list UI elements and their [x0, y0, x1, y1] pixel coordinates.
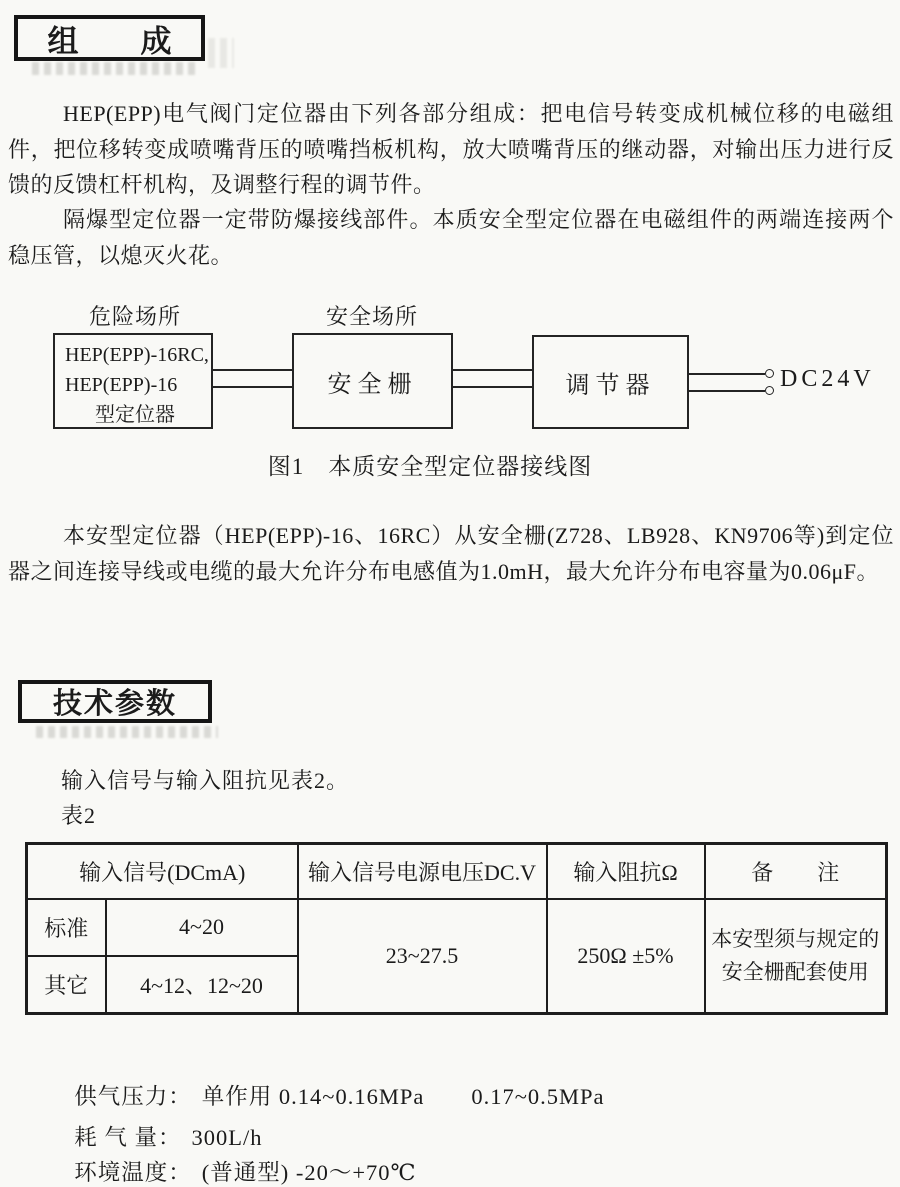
cell-type-other: 其它 [27, 956, 106, 1014]
connection-rail-right [453, 369, 532, 388]
zone-label-safe-area: 安全场所 [326, 304, 419, 329]
table-number-label: 表2 [61, 803, 97, 828]
positioner-model-line1: HEP(EPP)-16RC, [65, 344, 209, 366]
header-supply-voltage: 输入信号电源电压DC.V [298, 844, 547, 899]
diagram-box-safety-barrier: 安全栅 [292, 333, 453, 429]
section-title-composition [14, 15, 205, 61]
power-wire-top [689, 373, 765, 375]
positioner-model-line3: 型定位器 [95, 404, 175, 426]
diagram-box-regulator: 调节器 [532, 335, 689, 429]
scan-smudge [32, 62, 200, 75]
connection-rail-left [213, 369, 292, 388]
section-title-parameters-text: 技术参数 [52, 688, 177, 720]
spec-label: 耗 气 量： [74, 1125, 182, 1150]
table-intro-text: 输入信号与输入阻抗见表2。 [61, 768, 350, 793]
input-signal-table [25, 842, 888, 1015]
header-input-signal: 输入信号(DCmA) [27, 844, 298, 899]
scan-smudge [36, 726, 218, 738]
cell-range-other: 4~12、12~20 [106, 956, 298, 1014]
spec-label: 环境温度： [74, 1160, 192, 1185]
section-title-composition-text: 组 成 [47, 23, 172, 59]
header-remark: 备 注 [705, 844, 887, 899]
cell-remark: 本安型须与规定的安全栅配套使用 [705, 899, 887, 1014]
zone-label-hazardous-area: 危险场所 [89, 304, 182, 329]
diagram-box-positioner [53, 333, 213, 429]
paragraph-explosion-proof: 隔爆型定位器一定带防爆接线部件。本质安全型定位器在电磁组件的两端连接两个稳压管，以熄灭火花。 [8, 207, 894, 268]
cell-type-standard: 标准 [27, 899, 106, 956]
cell-impedance: 250Ω ±5% [547, 899, 705, 1014]
table-row-standard [27, 899, 887, 956]
header-impedance: 输入阻抗Ω [547, 844, 705, 899]
cell-supply-voltage: 23~27.5 [298, 899, 547, 1014]
terminal-circle-bottom [765, 386, 774, 395]
paragraph-intrinsic-safety: 本安型定位器（HEP(EPP)-16、16RC）从安全栅(Z728、LB928、KN9706等)到定位器之间连接导线或电缆的最大允许分布电感值为1.0mH，最大允许分布电容量为0.06μF。 [8, 523, 894, 584]
terminal-circle-top [765, 369, 774, 378]
paragraph-composition-intro: HEP(EPP)电气阀门定位器由下列各部分组成：把电信号转变成机械位移的电磁组件，把位移转变成喷嘴背压的喷嘴挡板机构，放大喷嘴背压的继动器，对输出压力进行反馈的反馈杠杆机构，及调整行程的调节件。 [8, 101, 894, 197]
table-header-row [27, 844, 887, 899]
spec-value: 单作用 0.14~0.16MPa 0.17~0.5MPa [201, 1084, 605, 1109]
cell-range-standard: 4~20 [106, 899, 298, 956]
power-supply-label: DC24V [780, 366, 875, 392]
power-wire-bottom [689, 390, 765, 392]
positioner-model-line2: HEP(EPP)-16 [65, 374, 178, 396]
section-title-parameters [18, 680, 212, 723]
spec-line-ambient-temperature [61, 1129, 417, 1187]
spec-value: 300L/h [191, 1125, 263, 1150]
scan-smudge [208, 38, 234, 68]
spec-value: (普通型) -20～+70℃ [201, 1160, 417, 1185]
figure-caption: 图1 本质安全型定位器接线图 [267, 454, 593, 479]
spec-label: 供气压力： [74, 1084, 192, 1109]
